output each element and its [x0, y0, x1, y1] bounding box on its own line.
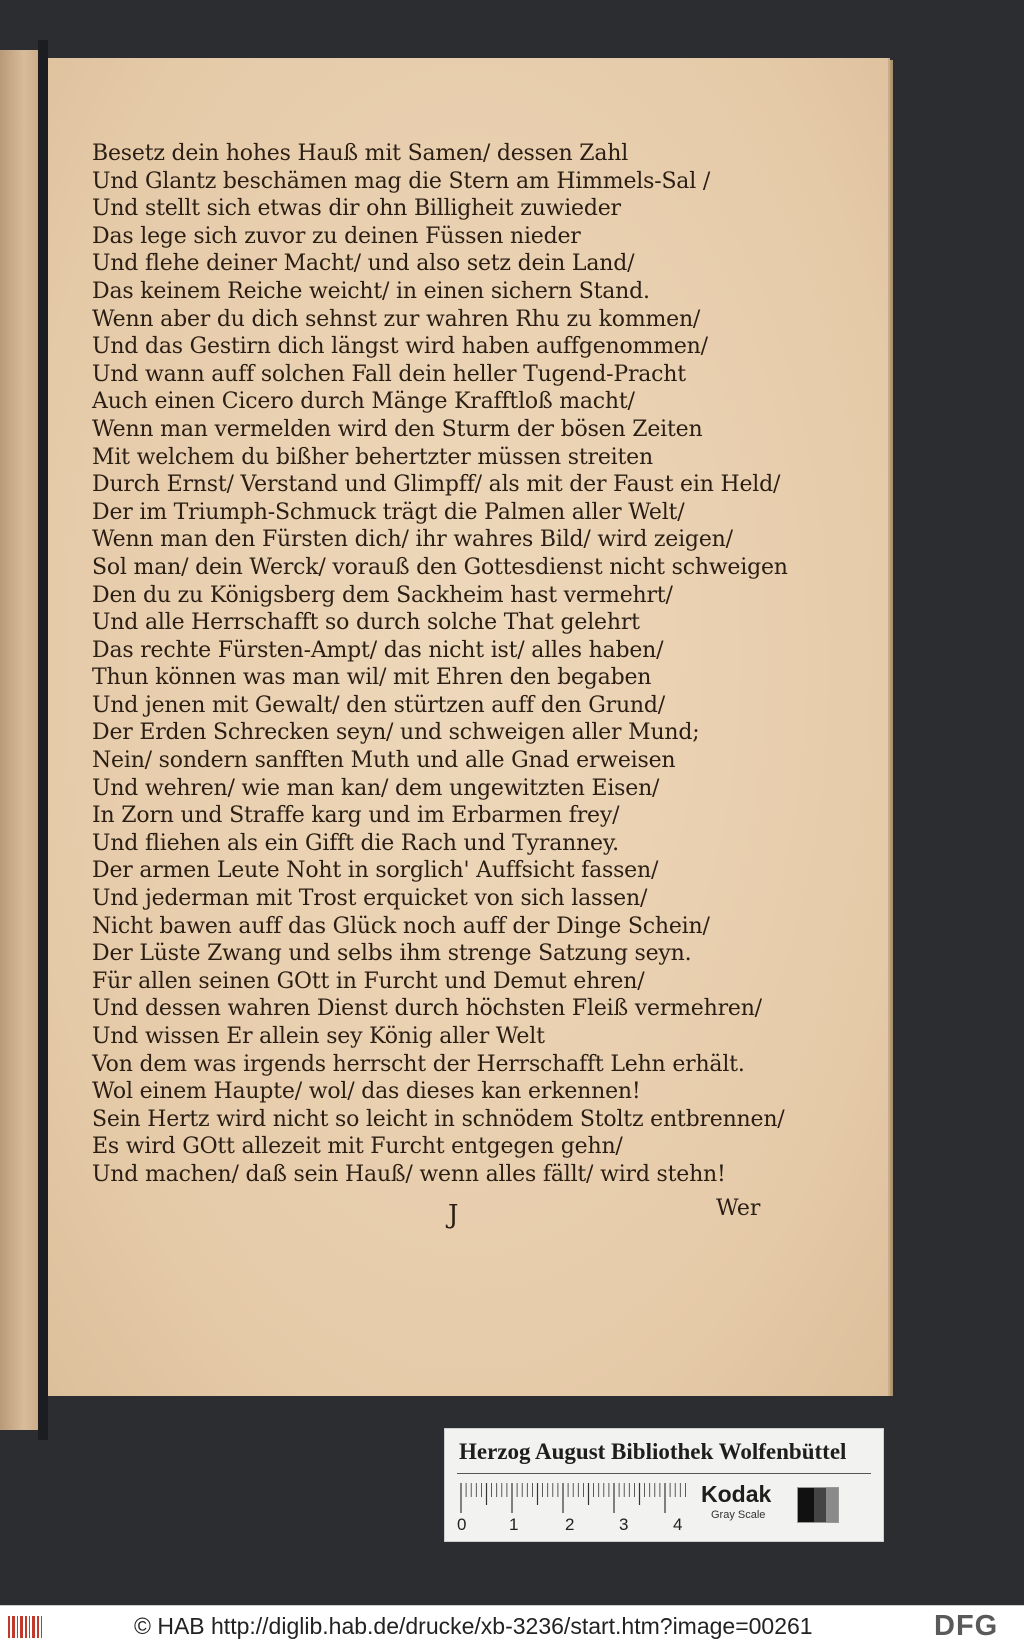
gray-scale-label: Gray Scale: [711, 1509, 766, 1521]
verse-line: Der Lüste Zwang und selbs ihm strenge Satzung seyn.: [92, 941, 692, 967]
verse-line: Und alle Herrschafft so durch solche That gelehrt: [92, 610, 640, 636]
library-name: Herzog August Bibliothek Wolfenbüttel: [459, 1439, 847, 1464]
verse-line: Für allen seinen GOtt in Furcht und Demut ehren/: [92, 968, 645, 994]
verse-line: Und jederman mit Trost erquicket von sich lassen/: [92, 886, 648, 912]
verse-line: Der im Triumph-Schmuck trägt die Palmen aller Welt/: [92, 499, 685, 525]
gutter-shadow: [38, 40, 48, 1440]
verse-line: Von dem was irgends herrscht der Herrschafft Lehn erhält.: [92, 1051, 745, 1077]
verse-line: Thun können was man wil/ mit Ehren den begaben: [92, 665, 652, 691]
verse-line: Und stellt sich etwas dir ohn Billigheit zuwieder: [92, 196, 621, 222]
verse-line: Wenn man den Fürsten dich/ ihr wahres Bild/ wird zeigen/: [92, 527, 733, 553]
verse-line: Den du zu Königsberg dem Sackheim hast vermehrt/: [92, 582, 673, 608]
verse-line: Und wehren/ wie man kan/ dem ungewitzten Eisen/: [92, 775, 660, 801]
verse-text: [92, 140, 792, 1189]
ruler-number: 0: [457, 1515, 467, 1534]
color-calibration-card: [444, 1428, 884, 1542]
verse-line: Und jenen mit Gewalt/ den stürtzen auff den Grund/: [92, 692, 665, 718]
verse-line: Und wann auff solchen Fall dein heller Tugend-Pracht: [92, 361, 686, 387]
verse-line: Und das Gestirn dich längst wird haben auffgenommen/: [92, 334, 708, 360]
verse-line: Mit welchem du bißher behertzter müssen streiten: [92, 444, 653, 470]
ruler-numbers: [457, 1515, 697, 1535]
ruler-number: 2: [565, 1515, 575, 1534]
verse-line: In Zorn und Straffe karg und im Erbarmen frey/: [92, 803, 620, 829]
verse-line: Der Erden Schrecken seyn/ und schweigen aller Mund;: [92, 720, 700, 746]
verse-line: Das lege sich zuvor zu deinen Füssen nieder: [92, 223, 581, 249]
verse-line: Wenn man vermelden wird den Sturm der bösen Zeiten: [92, 416, 703, 442]
card-divider: [457, 1473, 871, 1474]
verse-line: Und fliehen als ein Gifft die Rach und Tyranney.: [92, 830, 619, 856]
catchword: Wer: [716, 1196, 761, 1221]
verse-line: Sein Hertz wird nicht so leicht in schnödem Stoltz entbrennen/: [92, 1106, 785, 1132]
hab-barcode-icon: [6, 1612, 44, 1642]
verse-line: Das keinem Reiche weicht/ in einen sichern Stand.: [92, 278, 650, 304]
verse-line: Und flehe deiner Macht/ und also setz dein Land/: [92, 251, 635, 277]
verse-line: Und Glantz beschämen mag die Stern am Himmels-Sal /: [92, 168, 711, 194]
gray-swatch: [797, 1487, 839, 1523]
verse-line: Nicht bawen auff das Glück noch auff der Dinge Schein/: [92, 913, 710, 939]
dfg-logo: DFG: [934, 1610, 999, 1642]
facing-page-edge: [0, 50, 40, 1430]
verse-line: Das rechte Fürsten-Ampt/ das nicht ist/ alles haben/: [92, 637, 664, 663]
verse-line: Besetz dein hohes Hauß mit Samen/ dessen Zahl: [92, 141, 629, 166]
ruler-number: 4: [673, 1515, 683, 1534]
verse-line: Durch Ernst/ Verstand und Glimpff/ als mit der Faust ein Held/: [92, 472, 781, 498]
verse-line: Und wissen Er allein sey König aller Welt: [92, 1024, 545, 1049]
verse-line: Wol einem Haupte/ wol/ das dieses kan erkennen!: [92, 1079, 641, 1105]
verse-line: Und machen/ daß sein Hauß/ wenn alles fällt/ wird stehn!: [92, 1161, 726, 1187]
verse-line: Und dessen wahren Dienst durch höchsten Fleiß vermehren/: [92, 996, 762, 1022]
footer-bar: [0, 1605, 1024, 1648]
source-url-link[interactable]: © HAB http://diglib.hab.de/drucke/xb-3236/start.htm?image=00261: [134, 1613, 813, 1639]
ruler-number: 3: [619, 1515, 629, 1534]
verse-line: Sol man/ dein Werck/ vorauß den Gottesdienst nicht schweigen: [92, 554, 788, 580]
verse-line: Auch einen Cicero durch Mänge Krafftloß macht/: [92, 389, 635, 415]
ruler-scale: [459, 1481, 689, 1515]
verse-line: Nein/ sondern sanfften Muth und alle Gnad erweisen: [92, 748, 676, 774]
kodak-logo: Kodak: [701, 1481, 772, 1507]
ruler-number: 1: [509, 1515, 519, 1534]
verse-line: Es wird GOtt allezeit mit Furcht entgegen gehn/: [92, 1134, 623, 1160]
verse-line: Der armen Leute Noht in sorglich' Auffsicht fassen/: [92, 858, 659, 884]
signature-mark: J: [448, 1200, 459, 1230]
verse-line: Wenn aber du dich sehnst zur wahren Rhu zu kommen/: [92, 306, 701, 332]
